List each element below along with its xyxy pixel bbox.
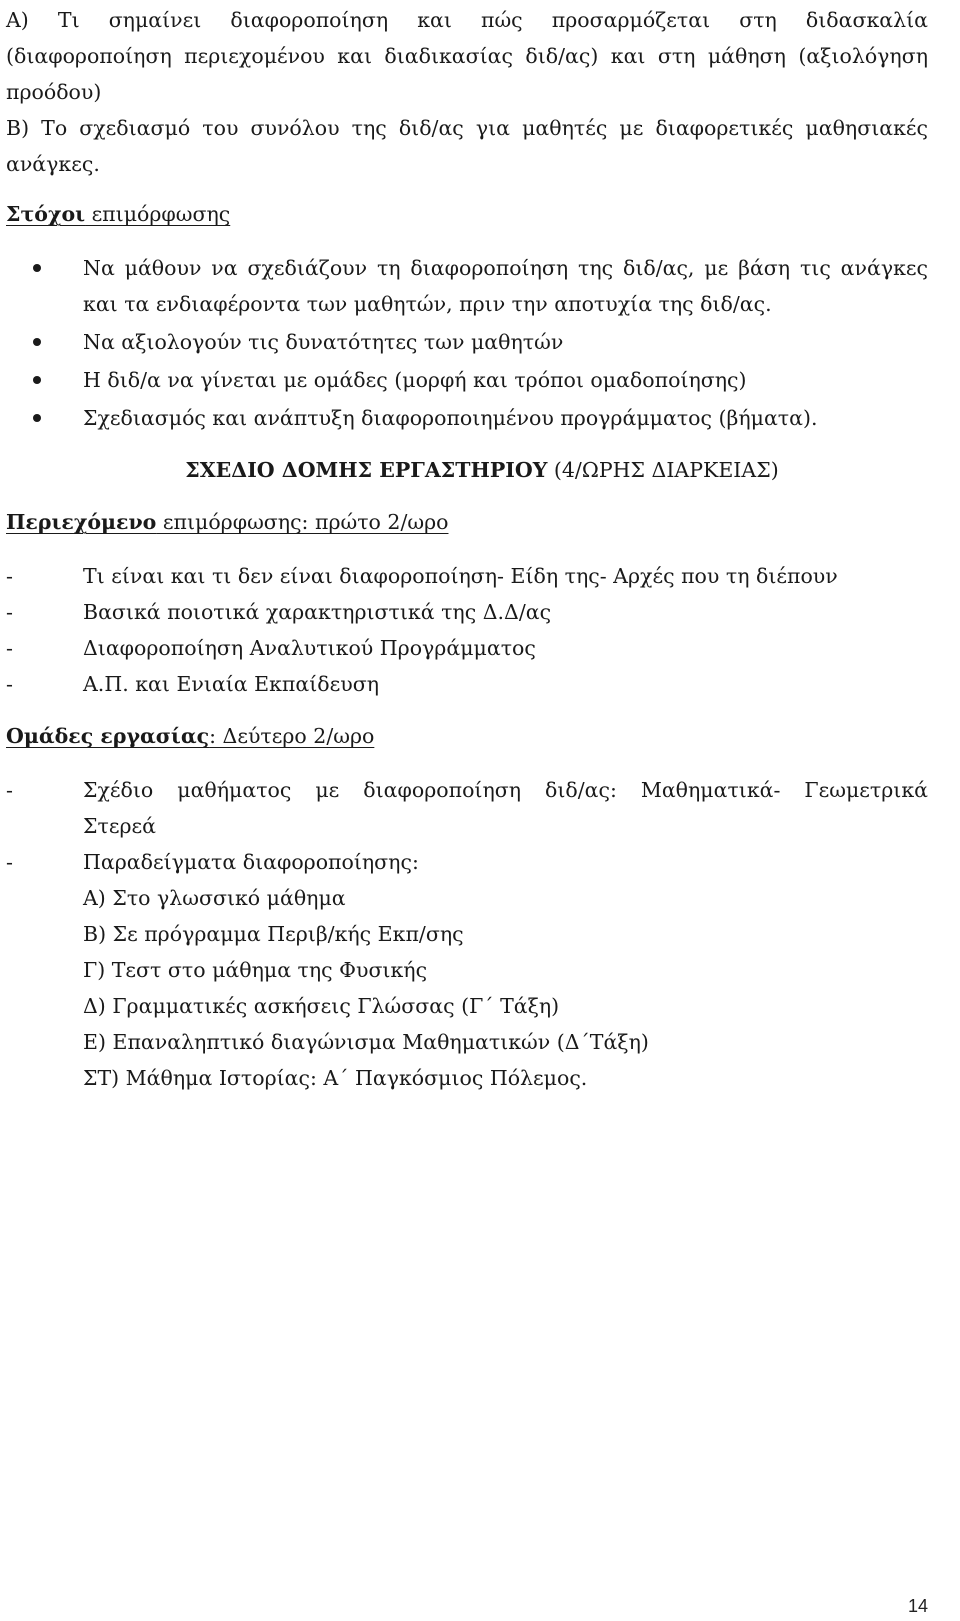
content-heading	[6, 504, 928, 540]
groups-item1-line-2: Στερεά	[83, 814, 156, 838]
example-item: Δ) Γραμματικές ασκήσεις Γλώσσας (Γ΄ Τάξη)	[83, 994, 560, 1018]
content-list	[6, 558, 928, 702]
goals-list-item: Να μάθουν να σχεδιάζουν τη διαφοροποίηση της διδ/ας, με βάση τις ανάγκες και τα ενδιαφέροντα των μαθητών, πριν την αποτυχία της διδ/ας.	[6, 250, 928, 322]
groups-list-item-plan	[6, 772, 928, 844]
plan-title-bold: ΣΧΕΔΙΟ ΔΟΜΗΣ ΕΡΓΑΣΤΗΡΙΟΥ	[185, 458, 548, 482]
document-page	[6, 2, 928, 1096]
example-item: Ε) Επαναληπτικό διαγώνισμα Μαθηματικών (Δ΄Τάξη)	[83, 1030, 649, 1054]
intro-b-line-2: ανάγκες.	[6, 152, 100, 176]
intro-paragraph-b	[6, 110, 928, 182]
example-item: Β) Σε πρόγραμμα Περιβ/κής Εκπ/σης	[83, 922, 464, 946]
content-heading-bold: Περιεχόμενο	[6, 510, 157, 534]
groups-list	[6, 772, 928, 880]
content-list-item: - Α.Π. και Ενιαία Εκπαίδευση	[6, 666, 928, 702]
example-item: Α) Στο γλωσσικό μάθημα	[83, 886, 346, 910]
goals-list-item: Η διδ/α να γίνεται με ομάδες (μορφή και τρόποι ομαδοποίησης)	[6, 362, 928, 398]
plan-title	[6, 452, 928, 488]
groups-heading	[6, 718, 928, 754]
groups-item1-line-1: - Σχέδιο μαθήματος με διαφοροποίηση διδ/ας: Μαθηματικά- Γεωμετρικά	[83, 778, 928, 802]
intro-a-line-3: προόδου)	[6, 80, 102, 104]
groups-heading-rest: : Δεύτερο 2/ωρο	[209, 724, 375, 748]
example-item: Γ) Τεστ στο μάθημα της Φυσικής	[83, 958, 428, 982]
content-list-item: - Τι είναι και τι δεν είναι διαφοροποίηση- Είδη της- Αρχές που τη διέπουν	[6, 558, 928, 594]
examples-list	[6, 880, 928, 1096]
example-item: ΣΤ) Μάθημα Ιστορίας: Α΄ Παγκόσμιος Πόλεμος.	[83, 1066, 588, 1090]
groups-list-item-examples: - Παραδείγματα διαφοροποίησης:	[6, 844, 928, 880]
intro-a-line-1: Α) Τι σημαίνει διαφοροποίηση και πώς προσαρμόζεται στη διδασκαλία	[6, 8, 928, 32]
intro-paragraph-a	[6, 2, 928, 110]
page-number: 14	[907, 1596, 928, 1616]
intro-a-line-2: (διαφοροποίηση περιεχομένου και διαδικασίας διδ/ας) και στη μάθηση (αξιολόγηση	[6, 44, 928, 68]
goals-list	[6, 250, 928, 436]
plan-title-rest: (4/ΩΡΗΣ ΔΙΑΡΚΕΙΑΣ)	[547, 458, 779, 482]
goals-heading	[6, 196, 928, 232]
goals-heading-bold: Στόχοι	[6, 202, 86, 226]
goals-heading-rest: επιμόρφωσης	[85, 202, 231, 226]
goals-list-item: Να αξιολογούν τις δυνατότητες των μαθητών	[6, 324, 928, 360]
groups-heading-bold: Ομάδες εργασίας	[6, 724, 210, 748]
content-list-item: - Βασικά ποιοτικά χαρακτηριστικά της Δ.Δ/ας	[6, 594, 928, 630]
intro-b-line-1: Β) Το σχεδιασμό του συνόλου της διδ/ας για μαθητές με διαφορετικές μαθησιακές	[6, 116, 928, 140]
goals-list-item: Σχεδιασμός και ανάπτυξη διαφοροποιημένου προγράμματος (βήματα).	[6, 400, 928, 436]
content-heading-rest: επιμόρφωσης: πρώτο 2/ωρο	[156, 510, 449, 534]
content-list-item: - Διαφοροποίηση Αναλυτικού Προγράμματος	[6, 630, 928, 666]
